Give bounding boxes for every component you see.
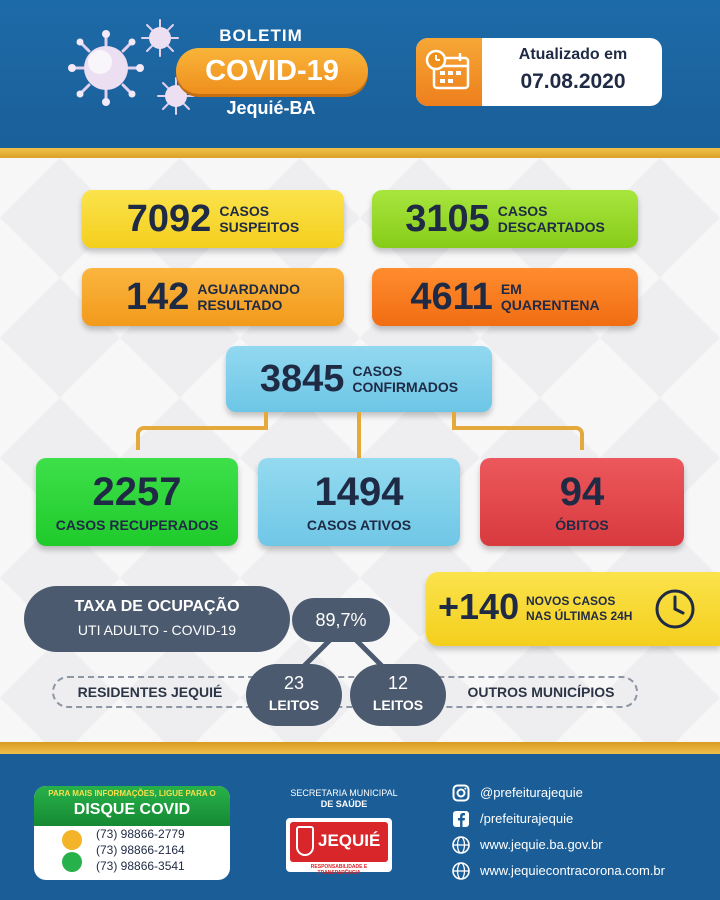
clock-icon (654, 588, 696, 630)
logo-name: JEQUIÉ (318, 831, 381, 850)
connector-line (452, 426, 584, 450)
taxa-title: TAXA DE OCUPAÇÃO (74, 598, 240, 615)
recuperados-label: CASOS RECUPERADOS (55, 517, 219, 533)
disque-covid-info: PARA MAIS INFORMAÇÕES, LIGUE PARA O (48, 789, 216, 798)
instagram-icon (452, 784, 470, 802)
residentes-leitos-value: 23 (283, 673, 305, 693)
suspeitos-label-2: SUSPEITOS (219, 219, 300, 235)
secretaria-label-2: DE SAÚDE (320, 799, 368, 809)
whatsapp-icon (62, 852, 82, 872)
phone-number: (73) 98866-2164 (96, 843, 185, 857)
disque-covid-title: DISQUE COVID (73, 801, 191, 818)
outros-leitos-value: 12 (387, 673, 409, 693)
aguardando-value: 142 (125, 275, 190, 318)
confirmados-label-2: CONFIRMADOS (352, 379, 459, 395)
globe-icon (452, 862, 470, 880)
taxa-ocupacao-pill (24, 586, 290, 652)
residentes-leitos-pill (246, 664, 342, 726)
logo-tagline: RESPONSABILIDADE E TRANSPARÊNCIA (310, 864, 368, 876)
divider (0, 742, 720, 754)
city-label: Jequié-BA (226, 98, 316, 118)
ativos-value: 1494 (314, 470, 404, 514)
obitos-label: ÓBITOS (555, 517, 609, 533)
ocupacao-percent: 89,7% (292, 598, 390, 642)
ativos-label: CASOS ATIVOS (306, 517, 412, 533)
website-link[interactable]: www.jequiecontracorona.com.br (480, 863, 665, 878)
descartados-value: 3105 (405, 197, 490, 240)
covid-title: COVID-19 (176, 48, 368, 94)
novos-casos-value: +140 (438, 586, 520, 627)
virus-icon (68, 30, 144, 106)
obitos-card (480, 458, 684, 546)
outros-leitos-pill (350, 664, 446, 726)
instagram-handle[interactable]: @prefeiturajequie (480, 785, 583, 800)
connector-line (452, 412, 456, 430)
confirmados-value: 3845 (259, 357, 345, 400)
quarentena-label-2: QUARENTENA (500, 297, 600, 313)
descartados-label-2: DESCARTADOS (497, 219, 605, 235)
quarentena-label-1: EM (500, 281, 522, 297)
aguardando-card (82, 268, 344, 326)
phone-number: (73) 98866-3541 (96, 859, 185, 873)
suspeitos-value: 7092 (126, 197, 212, 240)
recuperados-value: 2257 (92, 470, 182, 514)
website-link[interactable]: www.jequie.ba.gov.br (480, 837, 603, 852)
novos-casos-label-1: NOVOS CASOS (526, 594, 616, 608)
residentes-leitos-label: LEITOS (268, 697, 320, 713)
recuperados-card (36, 458, 238, 546)
phone-icon (62, 830, 82, 850)
calendar-clock-icon (416, 38, 482, 106)
quarentena-card (372, 268, 638, 326)
ativos-card (258, 458, 460, 546)
outros-leitos-label: LEITOS (372, 697, 424, 713)
outros-label: OUTROS MUNICÍPIOS (467, 684, 615, 700)
descartados-card (372, 190, 638, 248)
facebook-handle[interactable]: /prefeiturajequie (480, 811, 574, 826)
aguardando-label-1: AGUARDANDO (197, 281, 301, 297)
confirmados-card (226, 346, 492, 412)
facebook-icon (452, 810, 470, 828)
boletim-label: BOLETIM (219, 26, 303, 45)
descartados-label-1: CASOS (497, 203, 548, 219)
quarentena-value: 4611 (410, 275, 493, 318)
suspeitos-card (82, 190, 344, 248)
residentes-label: RESIDENTES JEQUIÉ (77, 684, 223, 700)
updated-label: Atualizado em (518, 46, 628, 63)
confirmados-label-1: CASOS (352, 363, 403, 379)
connector-line (136, 426, 268, 450)
globe-icon (452, 836, 470, 854)
novos-casos-label-2: NAS ÚLTIMAS 24H (526, 609, 633, 623)
phone-number: (73) 98866-2779 (96, 827, 185, 841)
updated-date: 07.08.2020 (520, 70, 626, 93)
coat-of-arms-icon (296, 826, 314, 856)
connector-line (264, 412, 268, 430)
novos-casos-card (426, 572, 720, 646)
obitos-value: 94 (559, 470, 605, 514)
secretaria-label-1: SECRETARIA MUNICIPAL (290, 788, 398, 798)
taxa-subtitle: UTI ADULTO - COVID-19 (77, 622, 237, 638)
suspeitos-label-1: CASOS (219, 203, 270, 219)
aguardando-label-2: RESULTADO (197, 297, 283, 313)
connector-line (357, 412, 361, 458)
virus-icon (140, 18, 180, 58)
